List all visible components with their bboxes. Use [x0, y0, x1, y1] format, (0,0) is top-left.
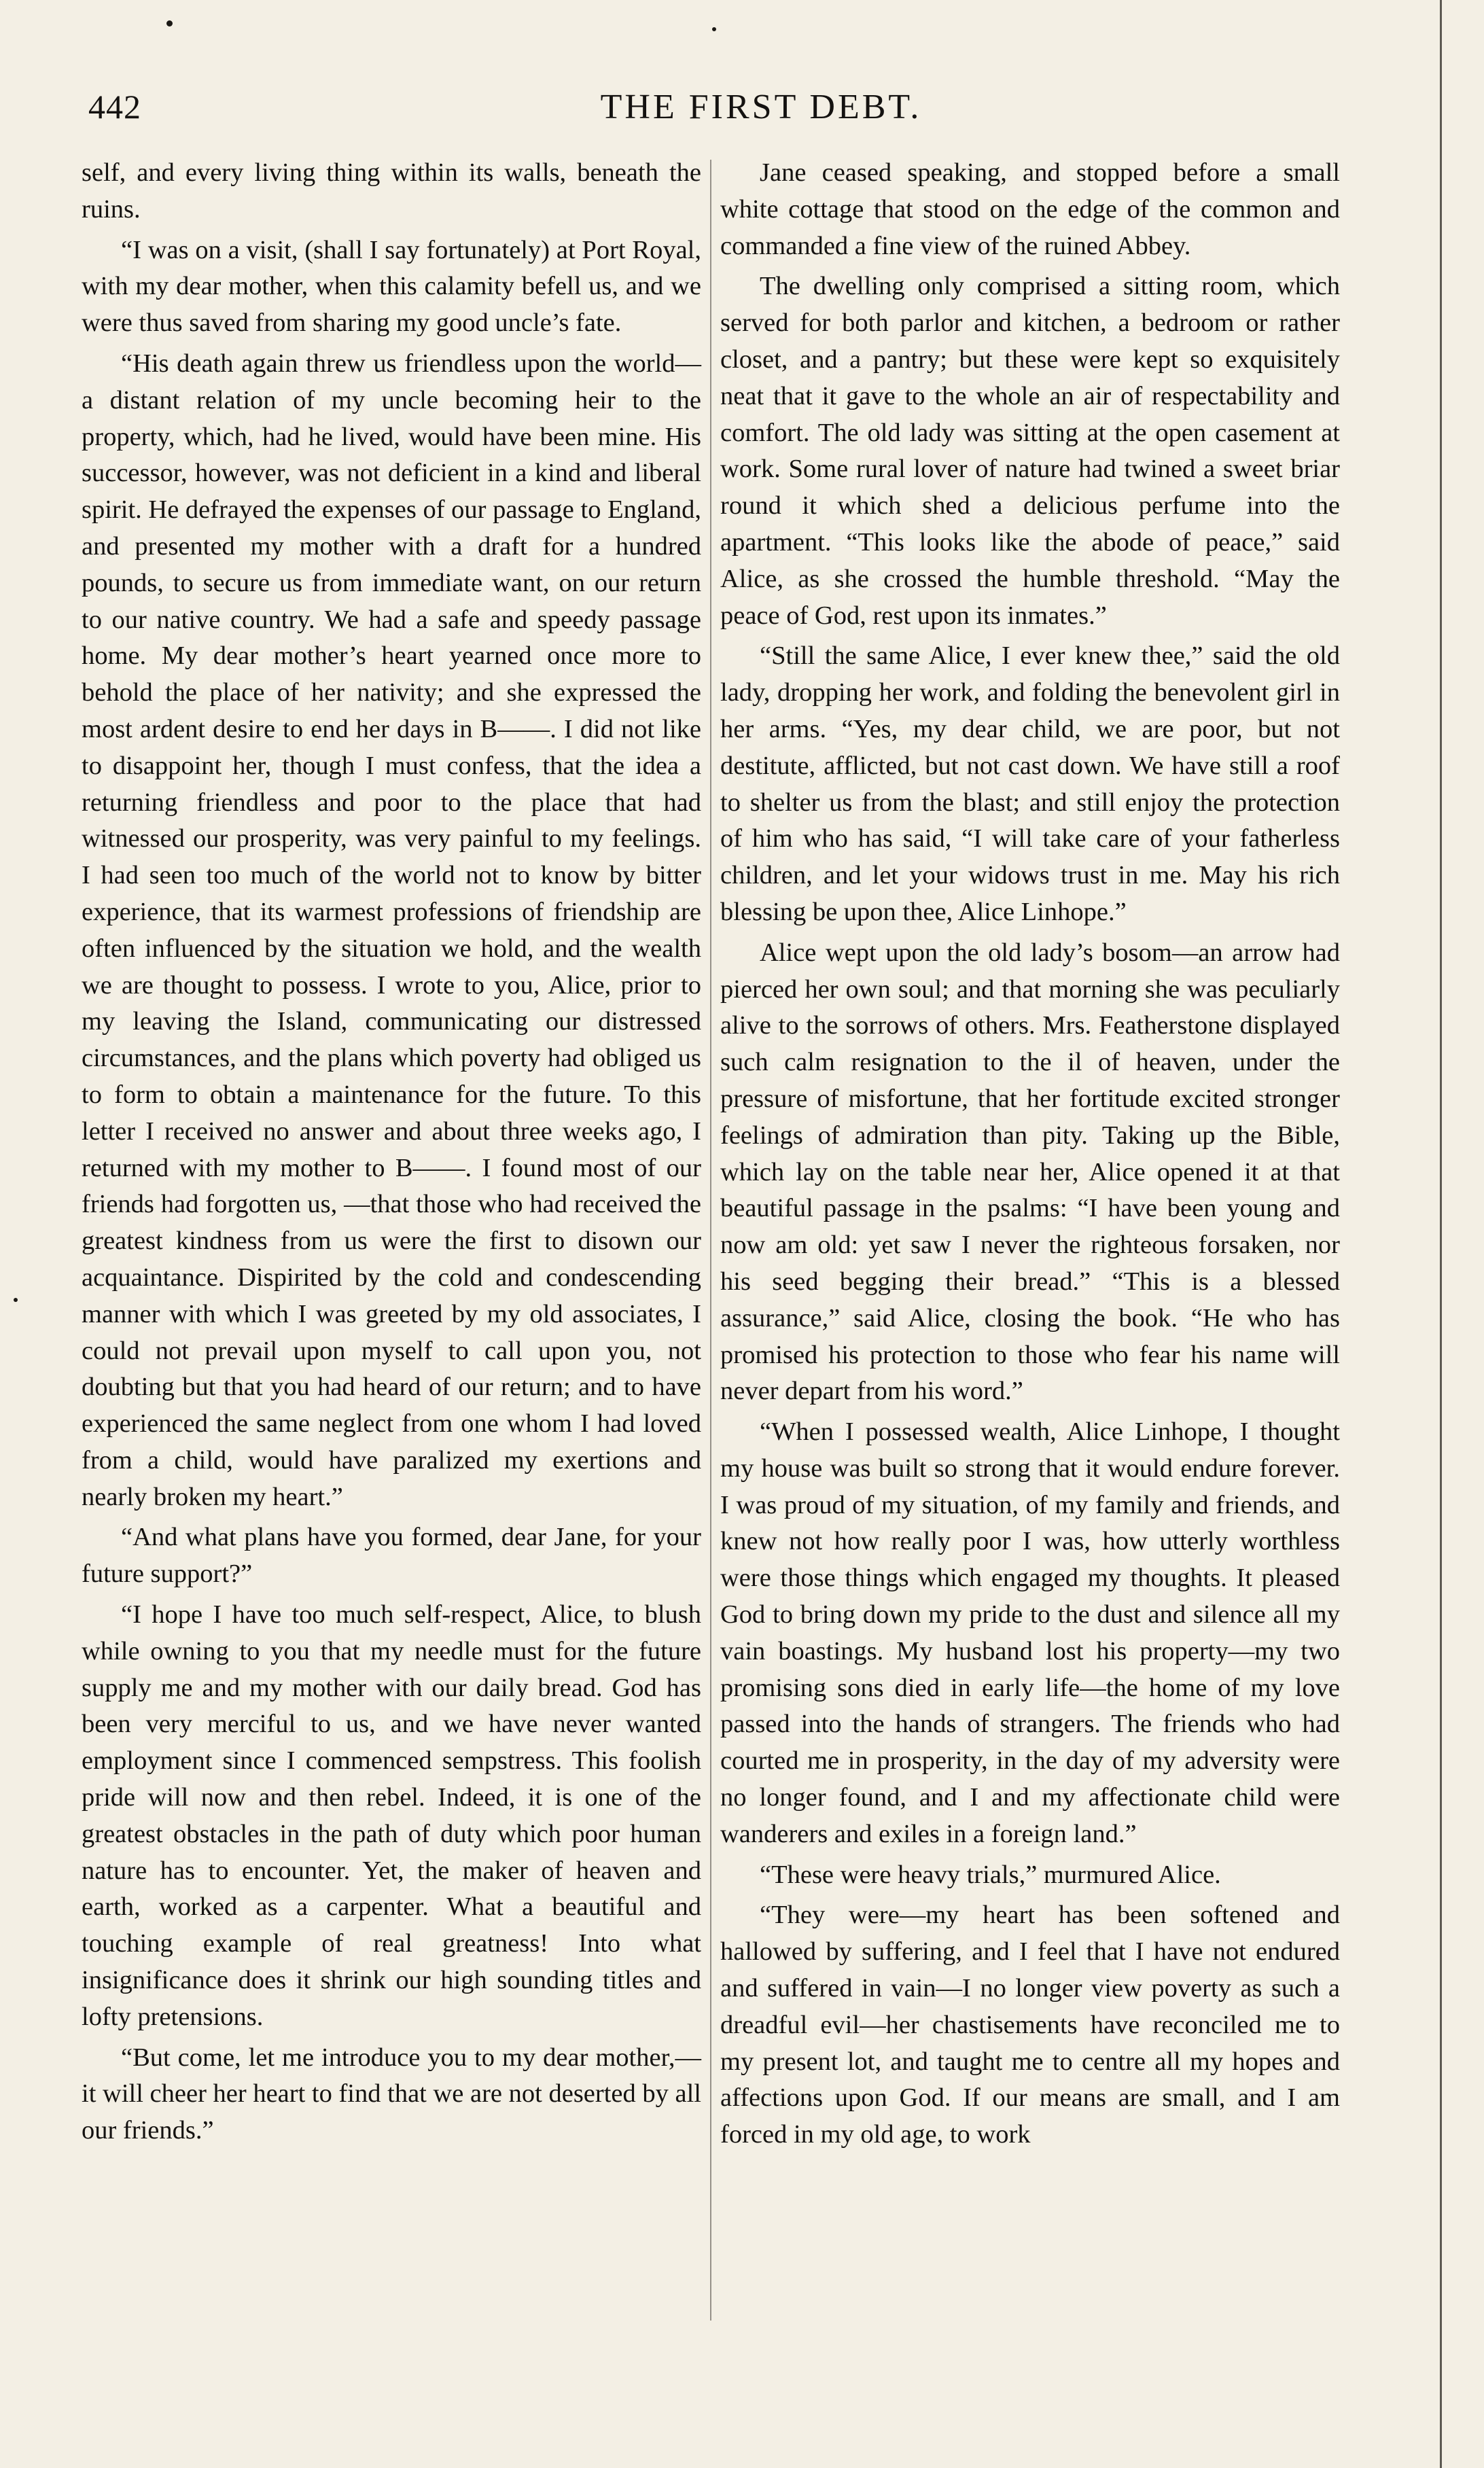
page-number: 442: [88, 88, 141, 126]
paragraph: “When I possessed wealth, Alice Linhope, I thought my house was built so strong that it would endure forever. I was proud of my situation, of my family and friends, and knew not how really poor I was, how utterly worthless were those things which engaged my thoughts. It pleased God to bring down my pride to the dust and silence all my vain boastings. My husband lost his property—my two promising sons died in early life—the home of my love passed into the hands of strangers. The friends who had courted me in prosperity, in the day of my adversity were no longer found, and I and my affectionate child were wanderers and exiles in a foreign land.”: [720, 1417, 1340, 1848]
ink-speck: [166, 20, 173, 27]
paragraph: “But come, let me introduce you to my dear mother,—it will cheer her heart to find that we are not deserted by all our friends.”: [82, 2043, 701, 2145]
column-rule: [710, 160, 711, 2321]
paragraph: “Still the same Alice, I ever knew thee,” said the old lady, dropping her work, and folding the benevolent girl in her arms. “Yes, my dear child, we are poor, but not destitute, afflicted, but not cast down. We have still a roof to shelter us from the blast; and still enjoy the protection of him who has said, “I will take care of your fatherless children, and let your widows trust in me. May his rich blessing be upon thee, Alice Linhope.”: [720, 641, 1340, 926]
left-column: [82, 155, 701, 2153]
running-title: THE FIRST DEBT.: [600, 88, 922, 126]
right-column: [720, 155, 1340, 2157]
paragraph: “These were heavy trials,” murmured Alice.: [760, 1860, 1221, 1889]
page-edge: [1440, 0, 1442, 2468]
paragraph: “And what plans have you formed, dear Jane, for your future support?”: [82, 1523, 701, 1589]
paragraph: “His death again threw us friendless upon the world—a distant relation of my uncle becoming heir to the property, which, had he lived, would have been mine. His successor, however, was not deficient in a kind and liberal spirit. He defrayed the expenses of our passage to England, and presented my mother with a draft for a hundred pounds, to secure us from immediate want, on our return to our native country. We had a safe and speedy passage home. My dear mother’s heart yearned once more to behold the place of her nativity; and she expressed the most ardent desire to end her days in B——. I did not like to disappoint her, though I must confess, that the idea a returning friendless and poor to the place that had witnessed our prosperity, was very painful to my feelings. I had seen too much of the world not to know by bitter experience, that its warmest professions of friendship are often influenced by the situation we hold, and the wealth we are thought to possess. I wrote to you, Alice, prior to my leaving the Island, communicating our distressed circumstances, and the plans which poverty had obliged us to form to obtain a maintenance for the future. To this letter I received no answer and about three weeks ago, I returned with my mother to B——. I found most of our friends had forgotten us, —that those who had received the greatest kindness from us were the first to disown our acquaintance. Dispirited by the cold and condescending manner with which I was greeted by my old associates, I could not prevail upon myself to call upon you, not doubting but that you had heard of our return; and to have experienced the same neglect from one whom I had loved from a child, would have paralized my exertions and nearly broken my heart.”: [82, 349, 701, 1511]
paragraph: “I was on a visit, (shall I say fortunately) at Port Royal, with my dear mother, when this calamity befell us, and we were thus saved from sharing my good uncle’s fate.: [82, 235, 701, 338]
ink-speck: [712, 27, 716, 31]
paragraph: “I hope I have too much self-respect, Alice, to blush while owning to you that my needle must for the future supply me and my mother with our daily bread. God has been very merciful to us, and we have never wanted employment since I commenced sempstress. This foolish pride will now and then rebel. Indeed, it is one of the greatest obstacles in the path of duty which poor human nature has to encounter. Yet, the maker of heaven and earth, worked as a carpenter. What a beautiful and touching example of real greatness! Into what insignificance does it shrink our high sounding titles and lofty pretensions.: [82, 1600, 701, 2031]
paragraph: Alice wept upon the old lady’s bosom—an arrow had pierced her own soul; and that morning she was peculiarly alive to the sorrows of others. Mrs. Featherstone displayed such calm resignation to the il of heaven, under the pressure of misfortune, that her fortitude excited stronger feelings of admiration than pity. Taking up the Bible, which lay on the table near her, Alice opened it at that beautiful passage in the psalms: “I have been young and now am old: yet saw I never the righteous forsaken, nor his seed begging their bread.” “This is a blessed assurance,” said Alice, closing the book. “He who has promised his protection to those who fear his name will never depart from his word.”: [720, 938, 1340, 1406]
paragraph: Jane ceased speaking, and stopped before a small white cottage that stood on the edge of the common and commanded a fine view of the ruined Abbey.: [720, 158, 1340, 260]
ink-speck: [14, 1298, 18, 1302]
running-header: [82, 82, 1359, 136]
paragraph: self, and every living thing within its walls, beneath the ruins.: [82, 158, 701, 224]
paragraph: The dwelling only comprised a sitting room, which served for both parlor and kitchen, a bedroom or rather closet, and a pantry; but these were kept so exquisitely neat that it gave to the whole an air of respectability and comfort. The old lady was sitting at the open casement at work. Some rural lover of nature had twined a sweet briar round it which shed a delicious perfume into the apartment. “This looks like the abode of peace,” said Alice, as she crossed the humble threshold. “May the peace of God, rest upon its inmates.”: [720, 272, 1340, 630]
paragraph: “They were—my heart has been softened and hallowed by suffering, and I feel that I have not endured and suffered in vain—I no longer view poverty as such a dreadful evil—her chastisements have reconciled me to my present lot, and taught me to centre all my hopes and affections upon God. If our means are small, and I am forced in my old age, to work: [720, 1901, 1340, 2149]
